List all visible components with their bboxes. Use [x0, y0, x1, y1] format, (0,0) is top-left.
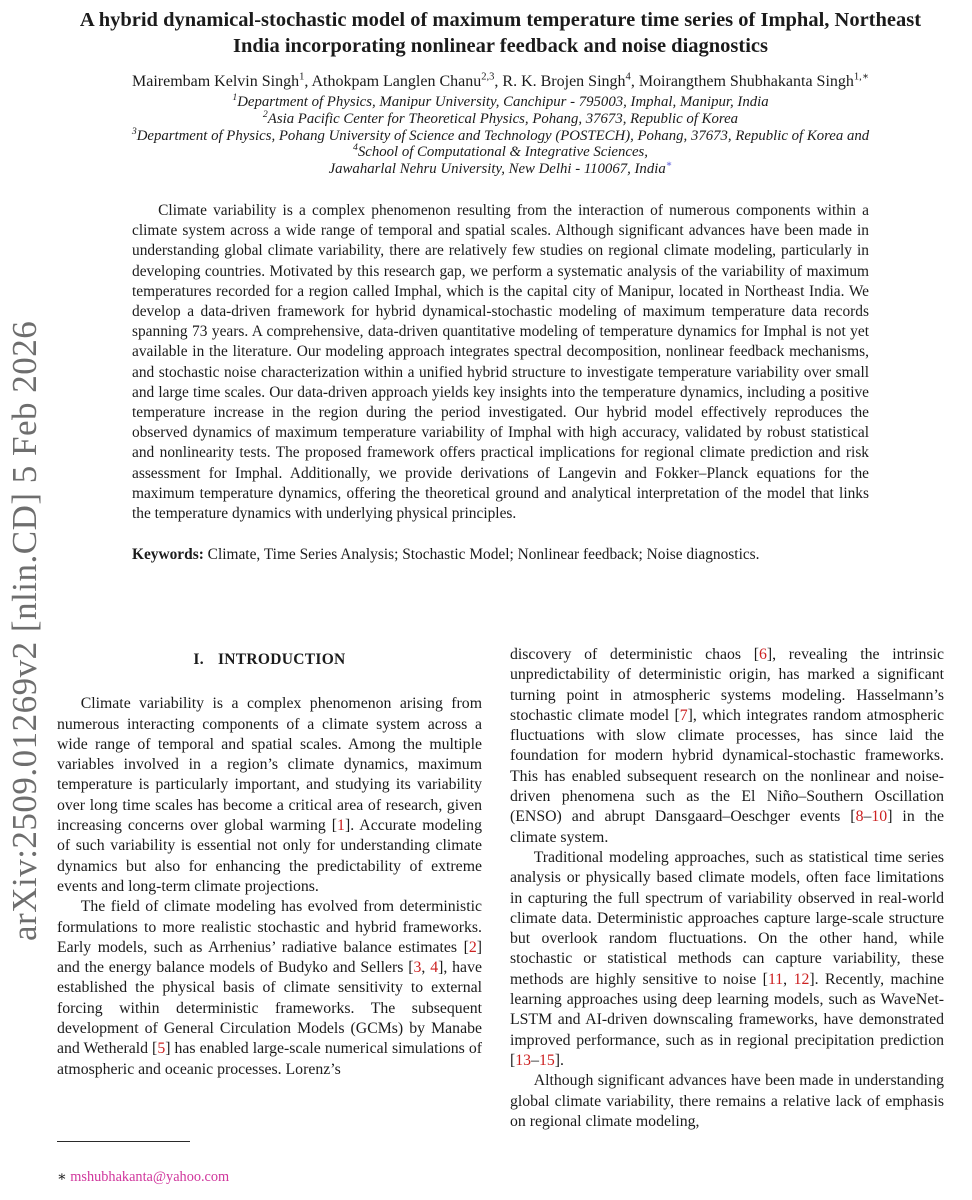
- arxiv-watermark: arXiv:2509.01269v2 [nlin.CD] 5 Feb 2026: [5, 320, 44, 942]
- citation-link[interactable]: 3: [413, 959, 422, 977]
- affil-number: 3: [131, 125, 137, 137]
- footnote-block: [57, 1141, 482, 1186]
- affiliation-line-4: $^4$School of Computational & Integrative Sciences,: [352, 142, 648, 161]
- corresponding-author-star[interactable]: ∗: [665, 159, 673, 171]
- citation-link[interactable]: 7: [679, 706, 688, 724]
- citation-link[interactable]: 4: [430, 959, 439, 977]
- citation-link[interactable]: 6: [759, 646, 767, 663]
- citation-link[interactable]: 15: [538, 1051, 555, 1069]
- intro-paragraph-5: Although significant advances have been made in understanding global climate variability, there remains a relative lack of emphasis on regional climate modeling,: [510, 1072, 944, 1130]
- right-column: [510, 645, 944, 1132]
- affiliation-line-5: Jawaharlal Nehru University, New Delhi - 110067, India∗: [328, 159, 673, 178]
- authors-line: Mairembam Kelvin Singh$^1$, Athokpam Langlen Chanu$^{2,3}$, R. K. Brojen Singh$^4$, Moirangthem Shubhakanta Singh$^{1,∗}$: [131, 71, 869, 90]
- paper-title: A hybrid dynamical-stochastic model of maximum temperature time series of Imphal, Northeast India incorporating nonlinear feedback and noise diagnostics: [79, 9, 922, 57]
- abstract-paragraph: Climate variability is a complex phenomenon resulting from the interaction of numerous components within a climate system across a wide range of temporal and spatial scales. Although significant advances have been made in understanding global climate variability, there are relatively few studies on regional climate modeling, particularly in developing countries. Motivated by this research gap, we perform a systematic analysis of the variability of maximum temperatures recorded for a region called Imphal, which is the capital city of Manipur, located in Northeast India. We develop a data-driven framework for hybrid dynamical-stochastic modeling of maximum temperature data records spanning 73 years. A comprehensive, data-driven quantitative modeling of temperature dynamics for Imphal is not yet available in the literature. Our modeling approach integrates spectral decomposition, nonlinear feedback mechanisms, and stochastic noise characterization within a unified hybrid structure to investigate temperature variability over small and large time scales. Our data-driven approach yields key insights into the temperature dynamics, including a positive temperature increase in the region during the period investigated. Our hybrid model effectively reproduces the observed dynamics of maximum temperature variability of Imphal with high accuracy, validated by robust statistical and nonlinearity tests. The proposed framework offers practical implications for regional climate prediction and risk assessment for Imphal. Additionally, we provide derivations of Langevin and Fokker–Planck equations for the maximum temperature dynamics, offering the theoretical ground and analytical interpretation of the model that links the temperature dynamics with underlying physical principles.: [132, 201, 869, 523]
- keywords-line: Keywords: Climate, Time Series Analysis; Stochastic Model; Nonlinear feedback; Noise diagnostics.: [132, 546, 760, 564]
- affiliation-line-3: $^3$Department of Physics, Pohang University of Science and Technology (POSTECH), Pohang, 37673, Republic of Korea and: [131, 125, 870, 144]
- section-title: INTRODUCTION: [217, 651, 346, 668]
- intro-paragraph-1: Climate variability is a complex phenomenon arising from numerous interacting components of a climate system across a wide range of temporal and spatial scales. Among the multiple variables involved in a region’s climate dynamics, maximum temperature is particularly important, and studying its variability over long time scales has become a critical area of research, given increasing concerns over global warming [1]. Accurate modeling of such variability is essential not only for understanding climate dynamics but also for enhancing the predictability of extreme events and long-term climate projections.: [57, 695, 482, 895]
- citation-link[interactable]: 13: [515, 1051, 532, 1069]
- citation-link[interactable]: 2: [468, 938, 477, 956]
- affiliation-line-1: $^1$Department of Physics, Manipur University, Canchipur - 795003, Imphal, Manipur, India: [232, 92, 769, 110]
- intro-paragraph-2: The field of climate modeling has evolved from deterministic formulations to more realistic stochastic and hybrid frameworks. Early models, such as Arrhenius’ radiative balance estimates [2] and the energy balance models of Budyko and Sellers [3, 4], have established the physical basis of climate sensitivity to external forcing within deterministic frameworks. The subsequent development of General Circulation Models (GCMs) by Manabe and Wetherald [5] has enabled large-scale numerical simulations of atmospheric and oceanic processes. Lorenz’s: [57, 898, 482, 1078]
- paper-content: [57, 0, 945, 1130]
- affil-number: 2: [262, 108, 268, 120]
- footnote-rule: [57, 1141, 190, 1142]
- keywords-label: Keywords:: [132, 546, 204, 564]
- citation-link[interactable]: 10: [871, 808, 888, 826]
- author-affil-mark: 4: [625, 71, 631, 83]
- section-heading-introduction: [57, 650, 482, 670]
- two-column-body: [57, 645, 944, 1132]
- citation-link[interactable]: 12: [793, 970, 810, 988]
- affiliations-block: [57, 94, 944, 178]
- email-link[interactable]: mshubhakanta@yahoo.com: [70, 1169, 230, 1185]
- author-affil-mark: 1,∗: [853, 71, 869, 83]
- author-affil-mark: 1: [299, 71, 305, 83]
- citation-link[interactable]: 5: [157, 1040, 166, 1058]
- citation-link[interactable]: 8: [855, 808, 864, 826]
- affiliation-line-2: $^2$Asia Pacific Center for Theoretical Physics, Pohang, 37673, Republic of Korea: [262, 108, 739, 127]
- citation-link[interactable]: 11: [767, 970, 784, 988]
- section-number: I.: [193, 651, 204, 668]
- intro-paragraph-3: discovery of deterministic chaos [6], revealing the intrinsic unpredictability of deterministic origin, has marked a significant turning point in atmospheric systems modeling. Hasselmann’s stochastic climate model [7], which integrates random atmospheric fluctuations with slow climate processes, has since laid the foundation for modern hybrid dynamical-stochastic frameworks. This has enabled subsequent research on the nonlinear and noise-driven phenomena such as the El Niño–Southern Oscillation (ENSO) and abrupt Dansgaard–Oeschger events [8–10] in the climate system.: [510, 646, 945, 846]
- affil-number: 1: [232, 92, 238, 104]
- citation-link[interactable]: 1: [337, 817, 345, 835]
- footnote-email-line: ∗ mshubhakanta@yahoo.com: [57, 1169, 230, 1185]
- author-affil-mark: 2,3: [481, 71, 495, 83]
- affil-number: 4: [352, 142, 358, 154]
- left-column: [57, 645, 482, 1132]
- intro-paragraph-4: Traditional modeling approaches, such as statistical time series analysis or physically based climate models, often face limitations in capturing the full spectrum of variability observed in real-world climate data. Deterministic approaches capture large-scale structure but overlook random fluctuations. On the other hand, while stochastic or statistical methods can capture variability, these methods are highly sensitive to noise [11, 12]. Recently, machine learning approaches using deep learning models, such as WaveNet-LSTM and AI-driven downscaling frameworks, have demonstrated improved performance, such as in regional precipitation prediction [13–15].: [510, 848, 945, 1069]
